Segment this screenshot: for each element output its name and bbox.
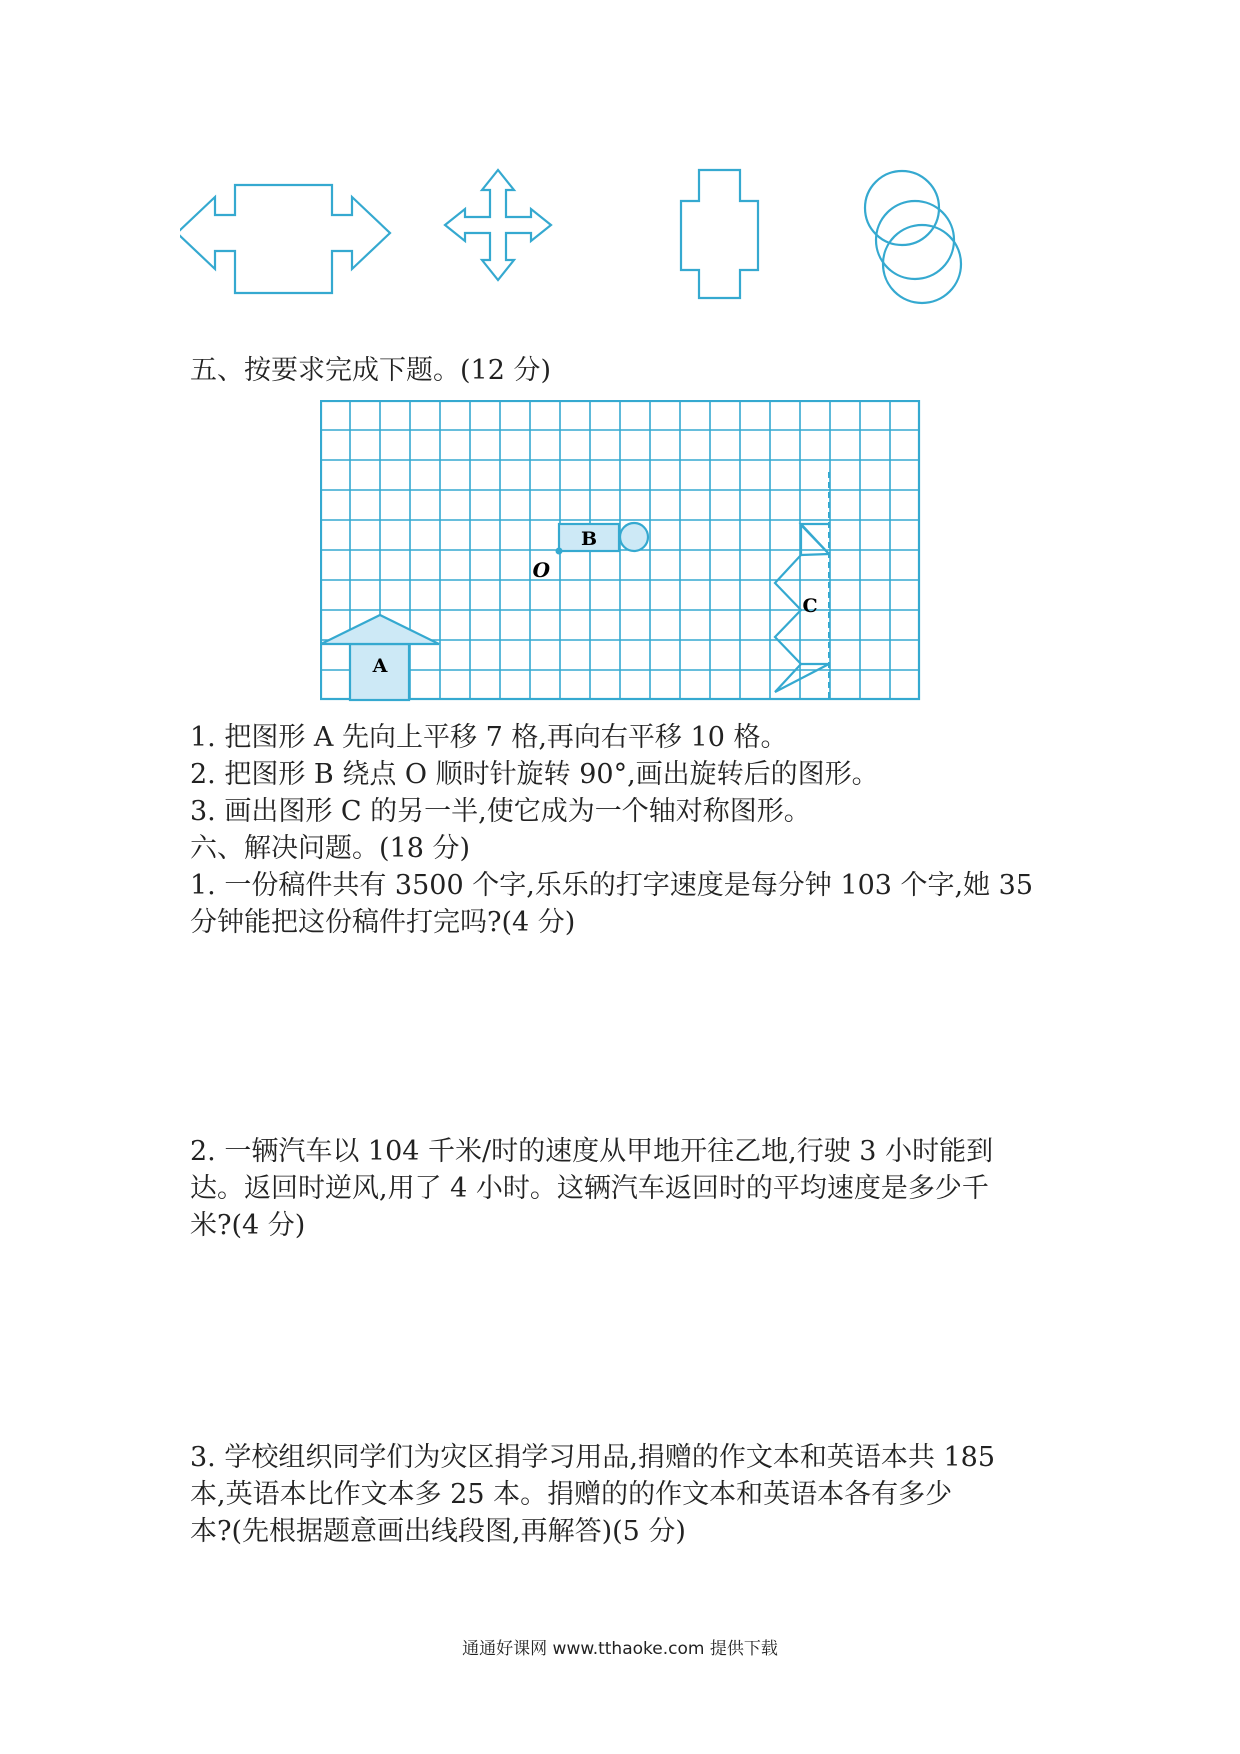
section5-q2: 2. 把图形 B 绕点 O 顺时针旋转 90°,画出旋转后的图形。 — [190, 759, 879, 790]
section6-p2-line1: 2. 一辆汽车以 104 千米/时的速度从甲地开往乙地,行驶 3 小时能到 — [190, 1136, 994, 1167]
section5-q1: 1. 把图形 A 先向上平移 7 格,再向右平移 10 格。 — [190, 722, 788, 753]
figure-b-label: B — [580, 528, 598, 550]
section5-heading: 五、按要求完成下题。(12 分) — [190, 355, 552, 386]
point-o-label: O — [532, 558, 550, 582]
section5-q3: 3. 画出图形 C 的另一半,使它成为一个轴对称图形。 — [190, 796, 811, 827]
footer-credit: 通通好课网 www.tthaoke.com 提供下载 — [462, 1639, 778, 1659]
figure-b-circle — [620, 523, 648, 551]
figure-a-label: A — [372, 655, 388, 677]
circle-middle — [876, 201, 954, 279]
section6-heading: 六、解决问题。(18 分) — [190, 833, 471, 864]
section6-p1-line2: 分钟能把这份稿件打完吗?(4 分) — [190, 907, 576, 938]
figure-c-outline — [801, 524, 829, 664]
shape-plus-block — [681, 170, 758, 298]
circle-bottom — [883, 225, 961, 303]
shape-four-arrow-cross — [445, 170, 551, 280]
point-o-dot — [556, 548, 563, 555]
symmetry-shapes-row — [180, 160, 1080, 310]
section6-p3-line2: 本,英语本比作文本多 25 本。捐赠的的作文本和英语本各有多少 — [190, 1479, 953, 1510]
section6-p2-line3: 米?(4 分) — [190, 1210, 306, 1241]
grid-figure — [320, 400, 925, 705]
section6-p1-line1: 1. 一份稿件共有 3500 个字,乐乐的打字速度是每分钟 103 个字,她 35 — [190, 870, 1034, 901]
figure-a-roof — [321, 615, 439, 644]
section6-p3-line1: 3. 学校组织同学们为灾区捐学习用品,捐赠的作文本和英语本共 185 — [190, 1442, 996, 1473]
section6-p2-line2: 达。返回时逆风,用了 4 小时。这辆汽车返回时的平均速度是多少千 — [190, 1173, 989, 1204]
section6-p3-line3: 本?(先根据题意画出线段图,再解答)(5 分) — [190, 1516, 686, 1547]
figure-c-label: C — [802, 595, 818, 617]
shape-double-arrow-rect — [180, 185, 390, 293]
